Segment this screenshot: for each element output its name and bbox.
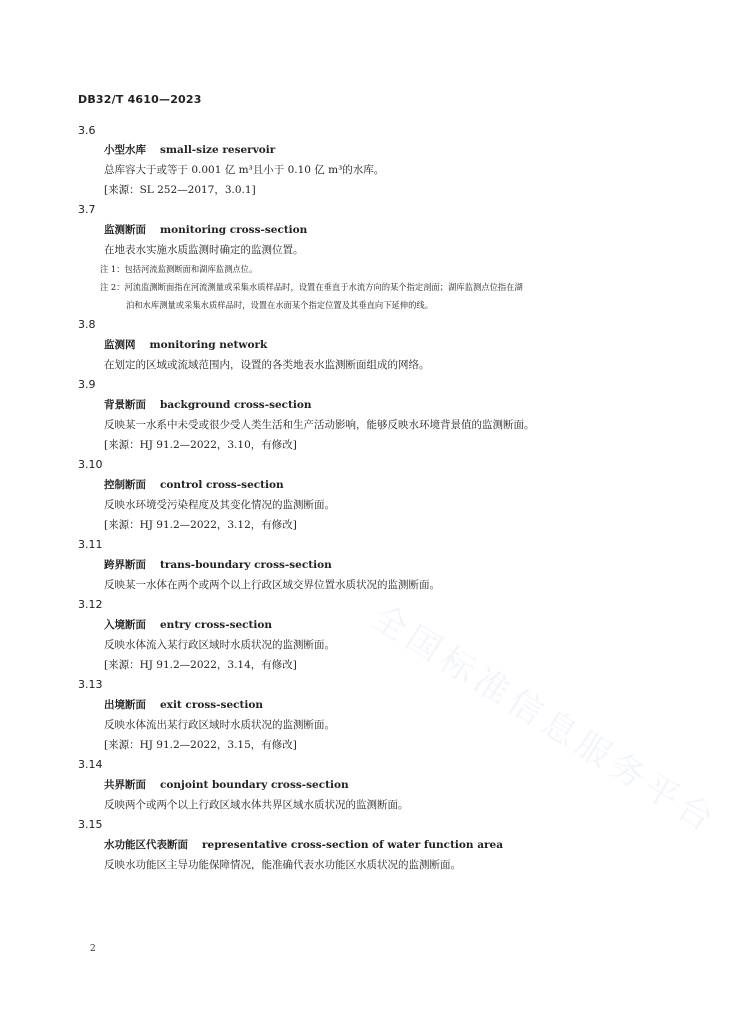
term-zh: 监测断面 <box>104 224 146 236</box>
note-text: 泊和水库测量或采集水质样品时，设置在水面某个指定位置及其垂直向下延伸的线。 <box>126 300 433 310</box>
definition-text: 总库容大于或等于 0.001 亿 m³且小于 0.10 亿 m³的水库。 <box>104 164 385 176</box>
term-zh: 出境断面 <box>104 699 146 711</box>
term-en: representative cross-section of water function area <box>202 839 504 851</box>
clause-number: 3.11 <box>78 538 103 551</box>
term-zh: 控制断面 <box>104 479 146 491</box>
source-text: [来源：HJ 91.2—2022，3.12，有修改] <box>104 519 297 531</box>
term-heading <box>104 837 503 852</box>
term-zh: 跨界断面 <box>104 559 146 571</box>
definition-text: 反映水环境受污染程度及其变化情况的监测断面。 <box>104 499 335 511</box>
term-en: small-size reservoir <box>160 144 276 156</box>
term-en: background cross-section <box>160 399 312 411</box>
clause-number: 3.7 <box>78 203 96 216</box>
clause-number: 3.13 <box>78 678 103 691</box>
term-heading <box>104 697 263 712</box>
clause-number: 3.9 <box>78 378 96 391</box>
definition-text: 反映某一水系中未受或很少受人类生活和生产活动影响，能够反映水环境背景值的监测断面。 <box>104 419 535 431</box>
watermark-text: 全国标准信息服务平台 <box>364 596 725 843</box>
definition-text: 反映两个或两个以上行政区域水体共界区域水质状况的监测断面。 <box>104 799 409 811</box>
clause-number: 3.10 <box>78 458 103 471</box>
term-zh: 小型水库 <box>104 144 146 156</box>
source-text: [来源：HJ 91.2—2022，3.15，有修改] <box>104 739 297 751</box>
source-text: [来源：HJ 91.2—2022，3.10，有修改] <box>104 439 297 451</box>
definition-text: 在划定的区域或流域范围内，设置的各类地表水监测断面组成的网络。 <box>104 359 430 371</box>
term-en: control cross-section <box>160 479 284 491</box>
definition-text: 在地表水实施水质监测时确定的监测位置。 <box>104 244 304 256</box>
term-heading <box>104 142 275 157</box>
term-en: conjoint boundary cross-section <box>160 779 349 791</box>
term-en: trans-boundary cross-section <box>160 559 332 571</box>
term-heading <box>104 337 267 352</box>
definition-text: 反映水功能区主导功能保障情况，能准确代表水功能区水质状况的监测断面。 <box>104 859 461 871</box>
clause-number: 3.6 <box>78 124 96 137</box>
clause-number: 3.14 <box>78 758 103 771</box>
source-text: [来源：HJ 91.2—2022，3.14，有修改] <box>104 659 297 671</box>
clause-number: 3.12 <box>78 598 103 611</box>
term-zh: 入境断面 <box>104 619 146 631</box>
term-en: entry cross-section <box>160 619 273 631</box>
definition-text: 反映某一水体在两个或两个以上行政区域交界位置水质状况的监测断面。 <box>104 579 440 591</box>
term-heading <box>104 397 312 412</box>
term-en: exit cross-section <box>160 699 264 711</box>
note-text: 注 2：河流监测断面指在河流测量或采集水质样品时，设置在垂直于水流方向的某个指定剖面；湖库监测点位指在湖 <box>100 282 523 292</box>
page-number: 2 <box>90 944 96 954</box>
definition-text: 反映水体流入某行政区域时水质状况的监测断面。 <box>104 639 335 651</box>
term-heading <box>104 477 284 492</box>
term-zh: 背景断面 <box>104 399 146 411</box>
term-heading <box>104 557 332 572</box>
document-id-header: DB32/T 4610—2023 <box>78 93 202 106</box>
source-text: [来源：SL 252—2017，3.0.1] <box>104 184 256 196</box>
clause-number: 3.15 <box>78 818 103 831</box>
definition-text: 反映水体流出某行政区域时水质状况的监测断面。 <box>104 719 335 731</box>
term-heading <box>104 777 349 792</box>
term-heading <box>104 617 272 632</box>
term-zh: 水功能区代表断面 <box>104 839 188 851</box>
term-en: monitoring network <box>149 339 268 351</box>
term-en: monitoring cross-section <box>160 224 308 236</box>
term-zh: 共界断面 <box>104 779 146 791</box>
term-zh: 监测网 <box>104 339 136 351</box>
term-heading <box>104 222 307 237</box>
note-text: 注 1：包括河流监测断面和湖库监测点位。 <box>100 264 258 274</box>
clause-number: 3.8 <box>78 318 96 331</box>
